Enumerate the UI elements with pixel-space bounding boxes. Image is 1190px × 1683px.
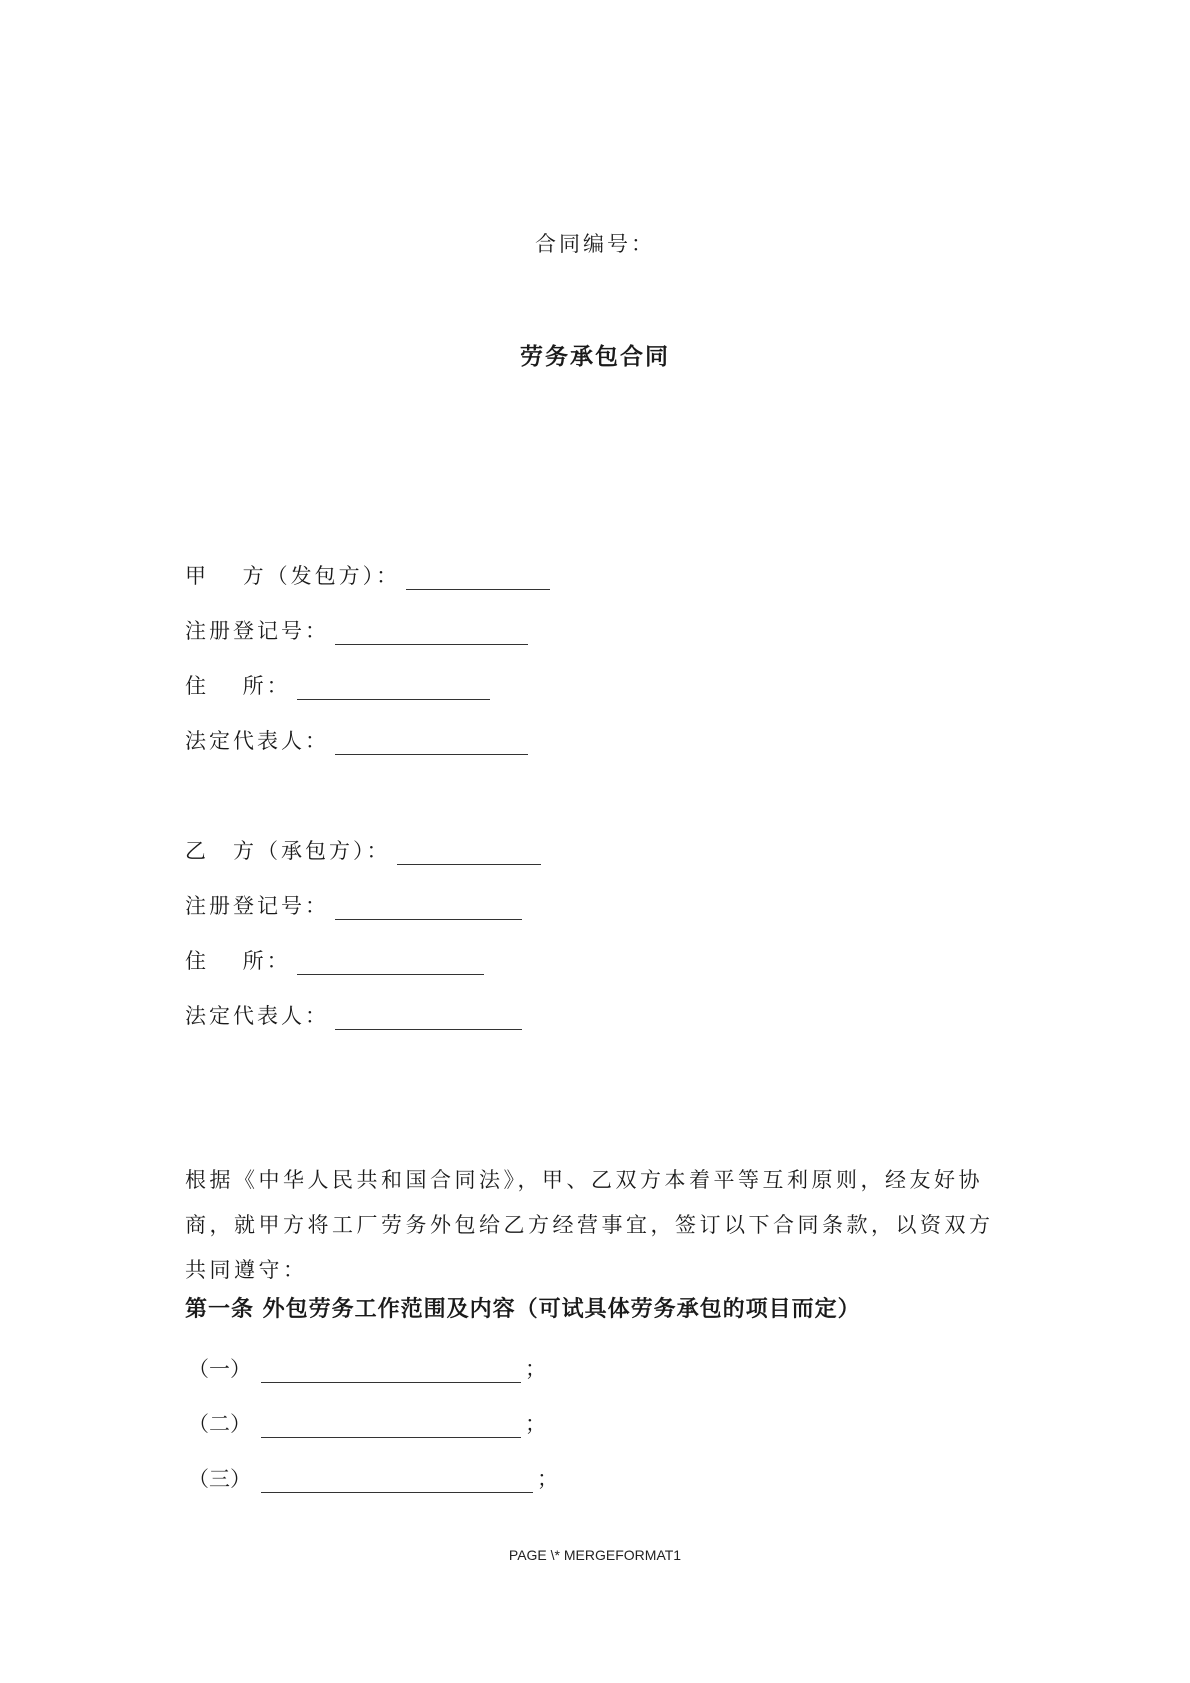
page-footer-field: PAGE \* MERGEFORMAT1: [508, 1547, 682, 1563]
contract-number-label: 合同编号：: [535, 232, 655, 256]
party-a-rep-field: [185, 725, 528, 755]
party-a-address-label: 住 所：: [185, 674, 291, 698]
party-a-address-field: [185, 670, 490, 700]
party-a-rep-blank: [335, 732, 528, 755]
document-title: 劳务承包合同: [520, 343, 670, 370]
party-b-address-blank: [297, 952, 484, 975]
item-end: ；: [537, 1467, 558, 1491]
item-end: ；: [525, 1412, 546, 1436]
article-1-title: 第一条 外包劳务工作范围及内容（可试具体劳务承包的项目而定）: [185, 1296, 861, 1322]
item-label: （二）: [188, 1412, 251, 1436]
item-label: （三）: [188, 1467, 251, 1491]
party-a-name-field: [185, 560, 550, 590]
article-1-item: [188, 1353, 546, 1383]
party-a-reg-label: 注册登记号：: [185, 619, 329, 643]
party-b-address-field: [185, 945, 484, 975]
party-b-address-label: 住 所：: [185, 949, 291, 973]
party-a-address-blank: [297, 677, 490, 700]
item-blank: [261, 1415, 521, 1438]
party-b-rep-blank: [335, 1007, 522, 1030]
item-label: （一）: [188, 1357, 251, 1381]
item-end: ；: [525, 1357, 546, 1381]
party-b-rep-field: [185, 1000, 522, 1030]
article-1-item: [188, 1408, 546, 1438]
party-a-name-label: 甲 方（发包方）：: [185, 564, 401, 588]
item-blank: [261, 1360, 521, 1383]
party-b-name-blank: [397, 842, 541, 865]
party-a-reg-field: [185, 615, 528, 645]
party-a-name-blank: [406, 567, 550, 590]
item-blank: [261, 1470, 533, 1493]
party-a-reg-blank: [335, 622, 528, 645]
article-1-item: [188, 1463, 558, 1493]
party-b-reg-label: 注册登记号：: [185, 894, 329, 918]
party-a-rep-label: 法定代表人：: [185, 729, 329, 753]
party-b-name-label: 乙 方（承包方）：: [185, 839, 391, 863]
party-b-name-field: [185, 835, 541, 865]
party-b-reg-blank: [335, 897, 522, 920]
party-b-rep-label: 法定代表人：: [185, 1004, 329, 1028]
party-b-reg-field: [185, 890, 522, 920]
intro-paragraph: 根据《中华人民共和国合同法》，甲、乙双方本着平等互利原则，经友好协商，就甲方将工厂劳务外包给乙方经营事宜，签订以下合同条款，以资双方共同遵守：: [185, 1168, 994, 1282]
